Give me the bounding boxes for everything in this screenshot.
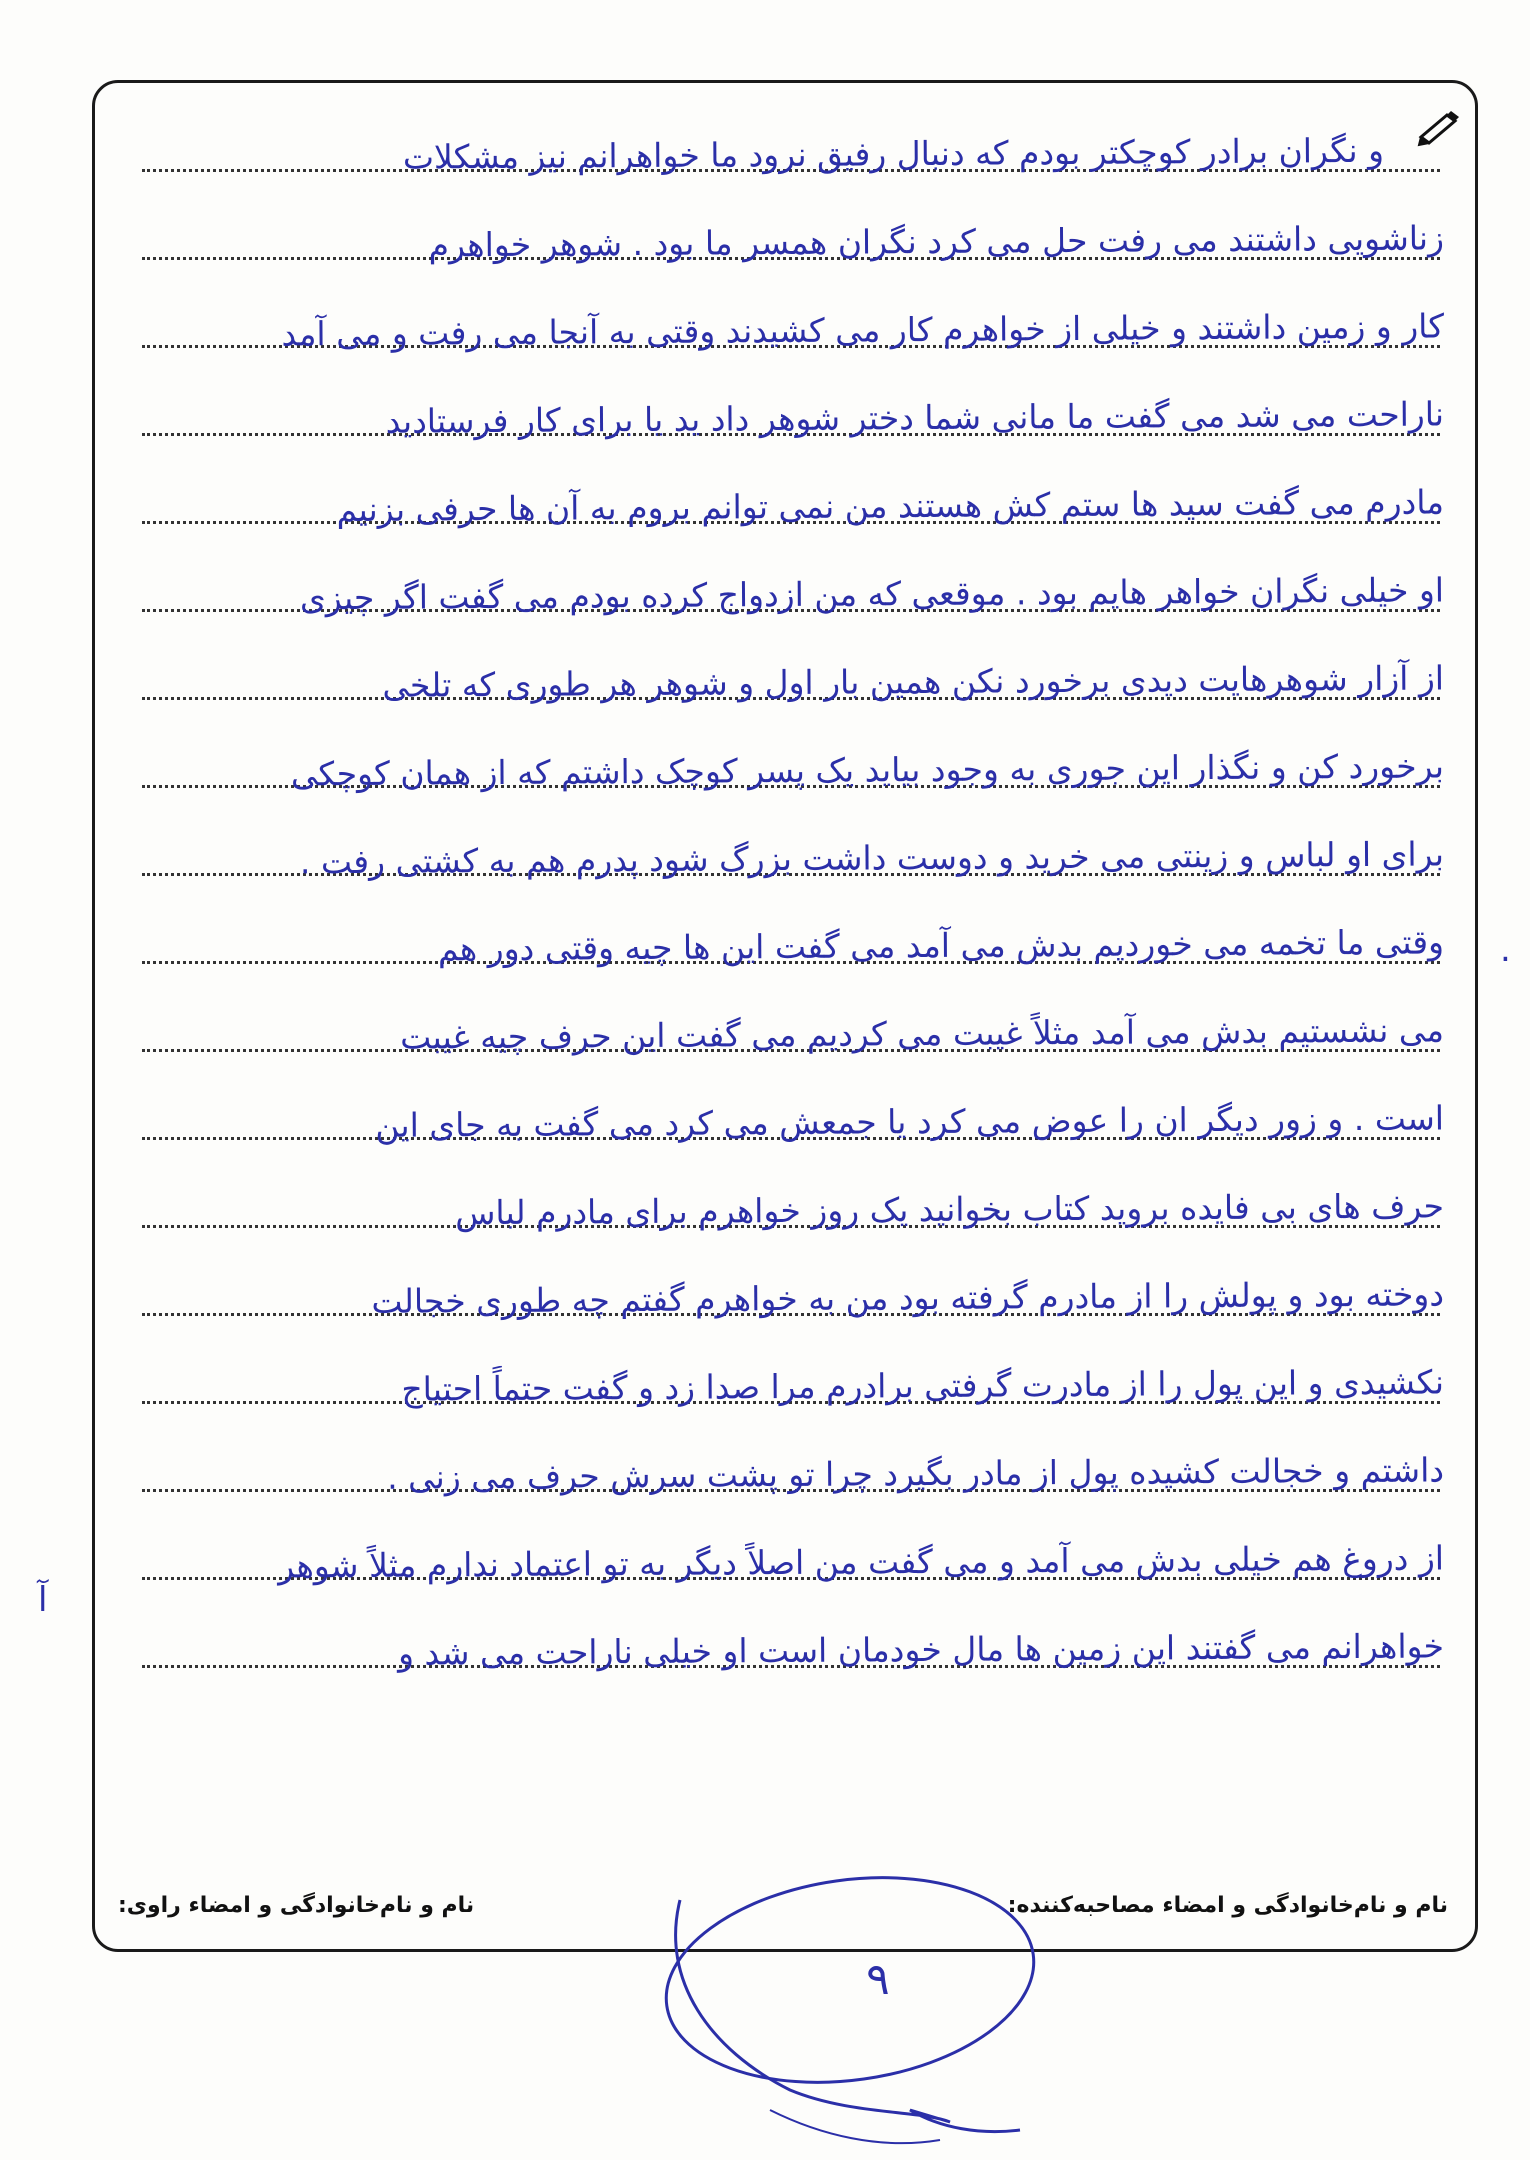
line-text: مادرم می گفت سید ها ستم کش هستند من نمی توانم بروم به آن ها حرفی بزنیم <box>336 482 1445 530</box>
handwritten-lines <box>118 96 1448 1856</box>
text-line <box>118 1152 1448 1240</box>
line-text: می نشستیم بدش می آمد مثلاً غیبت می کردیم می گفت این حرف چیه غیبت <box>399 1010 1445 1057</box>
text-line <box>118 976 1448 1064</box>
text-line <box>118 1416 1448 1504</box>
text-line <box>118 536 1448 624</box>
text-line <box>118 1504 1448 1592</box>
pen-icon <box>1417 107 1463 147</box>
line-text: حرف های بی فایده بروید کتاب بخوانید یک روز خواهرم برای مادرم لباس <box>455 1186 1445 1233</box>
text-line <box>118 624 1448 712</box>
line-text: داشتم و خجالت کشیده پول از مادر بگیرد چرا تو پشت سرش حرف می زنی . <box>386 1450 1445 1497</box>
narrator-signature-label: نام و نام‌خانوادگی و امضاء راوی: <box>118 1892 475 1918</box>
line-text: ناراحت می شد می گفت ما مانی شما دختر شوهر داد ید یا برای کار فرستادید <box>385 394 1445 441</box>
line-text: است . و زور دیگر ان را عوض می کرد یا جمعش می کرد می گفت به جای این <box>375 1098 1445 1145</box>
text-line <box>118 1240 1448 1328</box>
text-line <box>118 1064 1448 1152</box>
interviewer-signature-label: نام و نام‌خانوادگی و امضاء مصاحبه‌کننده: <box>1007 1892 1448 1918</box>
line-text: کار و زمین داشتند و خیلی از خواهرم کار می کشیدند وقتی به آنجا می رفت و می آمد <box>281 306 1445 354</box>
text-line <box>118 800 1448 888</box>
text-line <box>118 1328 1448 1416</box>
line-text: از دروغ هم خیلی بدش می آمد و می گفت من اصلاً دیگر به تو اعتماد ندارم مثلاً شوهر <box>278 1538 1445 1586</box>
text-line <box>118 360 1448 448</box>
text-line <box>118 184 1448 272</box>
text-line <box>118 448 1448 536</box>
line-text: خواهرانم می گفتند این زمین ها مال خودمان است او خیلی ناراحت می شد و <box>397 1626 1445 1673</box>
margin-mark: آ <box>38 1580 48 1620</box>
line-text: زناشویی داشتند می رفت حل می کرد نگران همسر ما بود . شوهر خواهرم <box>428 218 1445 265</box>
page-number: ۹ <box>866 1954 890 2005</box>
text-line <box>118 1592 1448 1680</box>
line-text: نکشیدی و این پول را از مادرت گرفتی برادرم مرا صدا زد و گفت حتماً احتیاج <box>401 1362 1445 1409</box>
line-text: دوخته بود و پولش را از مادرم گرفته بود من به خواهرم گفتم چه طوری خجالت <box>371 1274 1445 1321</box>
line-text: برای او لباس و زینتی می خرید و دوست داشت بزرگ شود پدرم هم به کشتی رفت . <box>299 834 1445 882</box>
text-line <box>118 272 1448 360</box>
line-text: و نگران برادر کوچکتر بودم که دنبال رفیق نرود ما خواهرانم نیز مشکلات <box>402 130 1385 177</box>
line-text: او خیلی نگران خواهر هایم بود . موقعی که من ازدواج کرده بودم می گفت اگر چیزی <box>299 570 1445 618</box>
handwritten-signature <box>620 1860 1060 2160</box>
text-line <box>118 888 1448 976</box>
line-text: برخورد کن و نگذار این جوری به وجود بیاید یک پسر کوچک داشتم که از همان کوچکی <box>290 746 1445 794</box>
text-line <box>118 712 1448 800</box>
margin-mark: . <box>1500 930 1511 970</box>
text-line <box>118 96 1448 184</box>
line-text: از آزار شوهرهایت دیدی برخورد نکن همین بار اول و شوهر هر طوری که تلخی <box>382 658 1445 705</box>
line-text: وقتی ما تخمه می خوردیم بدش می آمد می گفت این ها چیه وقتی دور هم <box>437 922 1445 969</box>
